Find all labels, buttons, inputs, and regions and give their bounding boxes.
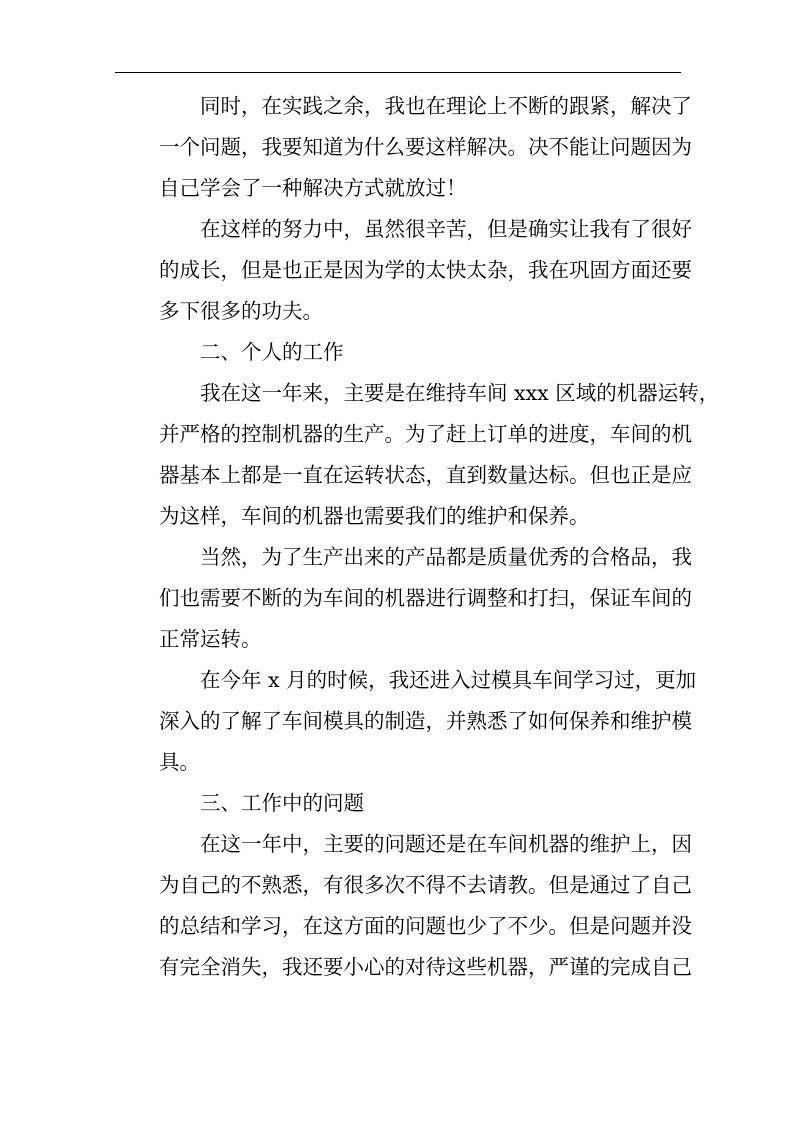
text-line: 有完全消失，我还要小心的对待这些机器，严谨的完成自己 — [159, 955, 692, 979]
paragraph-quality — [118, 537, 692, 660]
text-line: 在这样的努力中，虽然很辛苦，但是确实让我有了很好 — [200, 217, 692, 241]
text-line: 正常运转。 — [159, 627, 262, 651]
paragraph-machine-operation — [118, 373, 720, 537]
section-heading-personal-work — [118, 332, 666, 373]
text-line: 在这一年中，主要的问题还是在车间机器的维护上，因 — [200, 832, 692, 856]
paragraph-effort — [118, 209, 692, 332]
text-line: 并严格的控制机器的生产。为了赶上订单的进度，车间的机 — [159, 422, 692, 446]
text-line: 具。 — [159, 750, 200, 774]
text-line: 深入的了解了车间模具的制造，并熟悉了如何保养和维护模 — [159, 709, 692, 733]
section-heading: 二、个人的工作 — [200, 340, 344, 364]
text-line: 同时，在实践之余，我也在理论上不断的跟紧，解决了 — [200, 94, 692, 118]
text-line: 的总结和学习，在这方面的问题也少了不少。但是问题并没 — [159, 914, 692, 938]
text-line: 一个问题，我要知道为什么要这样解决。决不能让问题因为 — [159, 135, 692, 159]
text-line: 为自己的不熟悉，有很多次不得不去请教。但是通过了自己 — [159, 873, 692, 897]
paragraph-maintenance-issues — [118, 824, 692, 988]
document-body — [118, 86, 720, 988]
text-line: 器基本上都是一直在运转状态，直到数量达标。但也正是应 — [159, 463, 692, 487]
text-line: 的成长，但是也正是因为学的太快太杂，我在巩固方面还要 — [159, 258, 692, 282]
paragraph-mold-workshop — [118, 660, 697, 783]
text-line: 自己学会了一种解决方式就放过！ — [159, 176, 467, 200]
text-line: 当然，为了生产出来的产品都是质量优秀的合格品，我 — [200, 545, 692, 569]
paragraph-theory — [118, 86, 692, 209]
header-rule — [115, 72, 681, 73]
text-line: 我在这一年来，主要是在维持车间 xxx 区域的机器运转， — [200, 381, 720, 405]
text-line: 多下很多的功夫。 — [159, 299, 323, 323]
text-line: 在今年 x 月的时候，我还进入过模具车间学习过，更加 — [200, 668, 697, 692]
section-heading: 三、工作中的问题 — [200, 791, 364, 815]
text-line: 们也需要不断的为车间的机器进行调整和打扫，保证车间的 — [159, 586, 692, 610]
section-heading-problems — [118, 783, 666, 824]
text-line: 为这样，车间的机器也需要我们的维护和保养。 — [159, 504, 590, 528]
